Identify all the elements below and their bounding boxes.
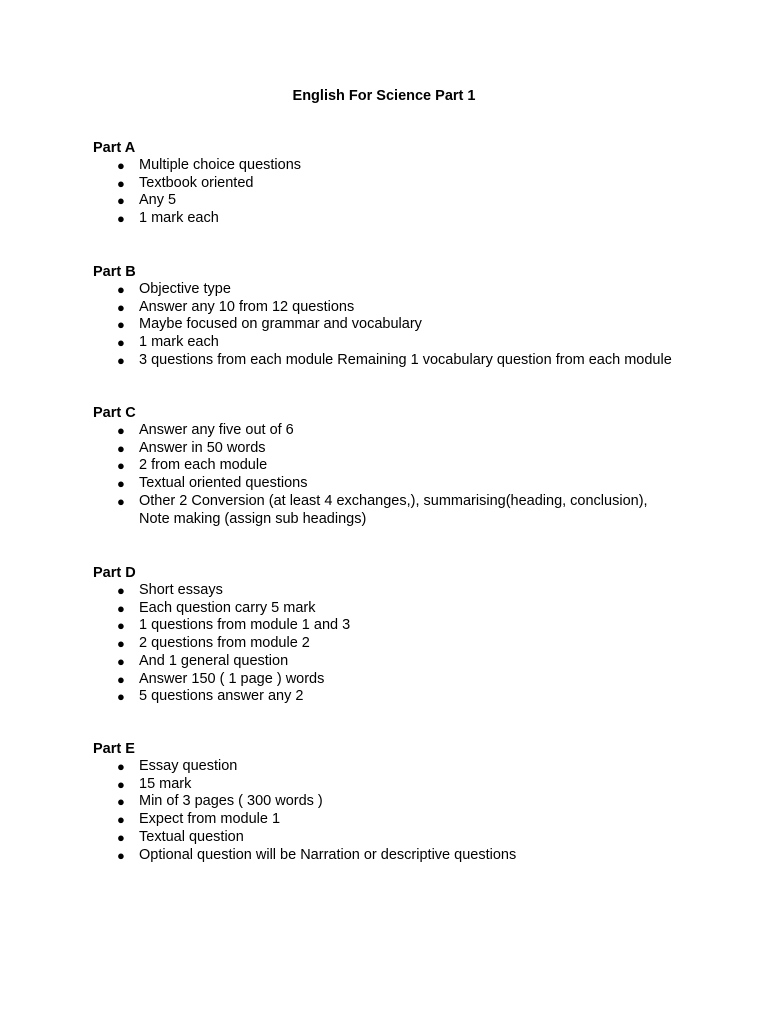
list-item-text: 1 mark each (139, 210, 219, 227)
bullet-icon: ● (117, 776, 125, 792)
section-heading: Part E (93, 741, 135, 757)
list-item (93, 352, 679, 370)
section-part-d (93, 564, 713, 706)
list-item (93, 653, 679, 671)
bullet-icon: ● (117, 600, 125, 616)
list-item (93, 316, 679, 334)
list-item (93, 847, 679, 865)
list-item (93, 334, 679, 352)
list-item (93, 758, 679, 776)
bullet-icon: ● (117, 759, 125, 774)
list-item-text: Essay question (139, 758, 238, 774)
list-item-text: Any 5 (139, 192, 177, 209)
list-item-text: Expect from module 1 (139, 811, 281, 828)
bullet-list (93, 422, 713, 528)
list-item-text: And 1 general question (139, 652, 289, 669)
list-item-text: Answer in 50 words (139, 439, 266, 456)
list-item (93, 192, 679, 210)
section-heading: Part C (93, 405, 136, 421)
list-item-text: 2 from each module (139, 457, 268, 474)
list-item-text: Objective type (139, 281, 231, 297)
bullet-list (93, 281, 713, 370)
list-item (93, 299, 679, 317)
list-item (93, 688, 679, 706)
list-item-text: 15 mark (139, 775, 192, 792)
list-item-text: Textbook oriented (139, 174, 254, 191)
section-part-b (93, 263, 713, 370)
list-item-text: Textual question (139, 828, 244, 845)
bullet-list (93, 157, 713, 228)
bullet-icon: ● (117, 211, 125, 227)
list-item (93, 582, 679, 600)
list-item-text: Answer 150 ( 1 page ) words (139, 670, 325, 687)
list-item-text: Maybe focused on grammar and vocabulary (139, 316, 422, 333)
document-title: English For Science Part 1 (292, 88, 476, 104)
bullet-icon: ● (117, 794, 125, 810)
list-item-text: 3 questions from each module Remaining 1 vocabulary question from each module (139, 351, 672, 368)
bullet-icon: ● (117, 423, 125, 438)
bullet-icon: ● (117, 193, 125, 209)
list-item (93, 811, 679, 829)
list-item (93, 281, 679, 299)
bullet-icon: ● (117, 618, 125, 634)
list-item-text: Other 2 Conversion (at least 4 exchanges,), summarising(heading, conclusion), Note making (assign sub headings) (139, 492, 648, 527)
section-part-c (93, 404, 713, 528)
list-item (93, 493, 679, 528)
section-heading: Part D (93, 565, 136, 581)
bullet-icon: ● (117, 829, 125, 845)
list-item (93, 617, 679, 635)
section-part-a (93, 139, 713, 228)
bullet-icon: ● (117, 352, 125, 368)
list-item-text: 1 questions from module 1 and 3 (139, 617, 351, 634)
list-item-text: Textual oriented questions (139, 475, 308, 492)
bullet-icon: ● (117, 158, 125, 173)
list-item (93, 793, 679, 811)
bullet-icon: ● (117, 476, 125, 492)
bullet-icon: ● (117, 299, 125, 315)
bullet-icon: ● (117, 335, 125, 351)
list-item (93, 600, 679, 618)
bullet-icon: ● (117, 689, 125, 705)
list-item (93, 829, 679, 847)
list-item (93, 635, 679, 653)
list-item-text: Multiple choice questions (139, 157, 302, 173)
list-item-text: Optional question will be Narration or descriptive questions (139, 846, 517, 863)
list-item-text: Min of 3 pages ( 300 words ) (139, 793, 323, 810)
list-item (93, 457, 679, 475)
list-item-text: Short essays (139, 582, 223, 598)
list-item (93, 475, 679, 493)
list-item (93, 440, 679, 458)
bullet-icon: ● (117, 175, 125, 191)
bullet-list (93, 758, 713, 864)
list-item-text: Answer any 10 from 12 questions (139, 298, 355, 315)
bullet-icon: ● (117, 671, 125, 687)
bullet-icon: ● (117, 458, 125, 474)
list-item (93, 210, 679, 228)
bullet-icon: ● (117, 440, 125, 456)
list-item (93, 671, 679, 689)
list-item (93, 776, 679, 794)
list-item-text: 5 questions answer any 2 (139, 688, 304, 705)
section-heading: Part A (93, 140, 136, 156)
list-item-text: Answer any five out of 6 (139, 422, 294, 438)
bullet-icon: ● (117, 583, 125, 598)
bullet-icon: ● (117, 317, 125, 333)
bullet-icon: ● (117, 812, 125, 828)
bullet-icon: ● (117, 493, 125, 509)
bullet-icon: ● (117, 653, 125, 669)
list-item (93, 422, 679, 440)
bullet-icon: ● (117, 636, 125, 652)
list-item-text: Each question carry 5 mark (139, 599, 316, 616)
section-heading: Part B (93, 264, 136, 280)
bullet-icon: ● (117, 847, 125, 863)
bullet-list (93, 582, 713, 706)
bullet-icon: ● (117, 282, 125, 297)
list-item (93, 157, 679, 175)
list-item-text: 2 questions from module 2 (139, 635, 310, 652)
section-part-e (93, 740, 713, 864)
list-item-text: 1 mark each (139, 334, 219, 351)
list-item (93, 175, 679, 193)
